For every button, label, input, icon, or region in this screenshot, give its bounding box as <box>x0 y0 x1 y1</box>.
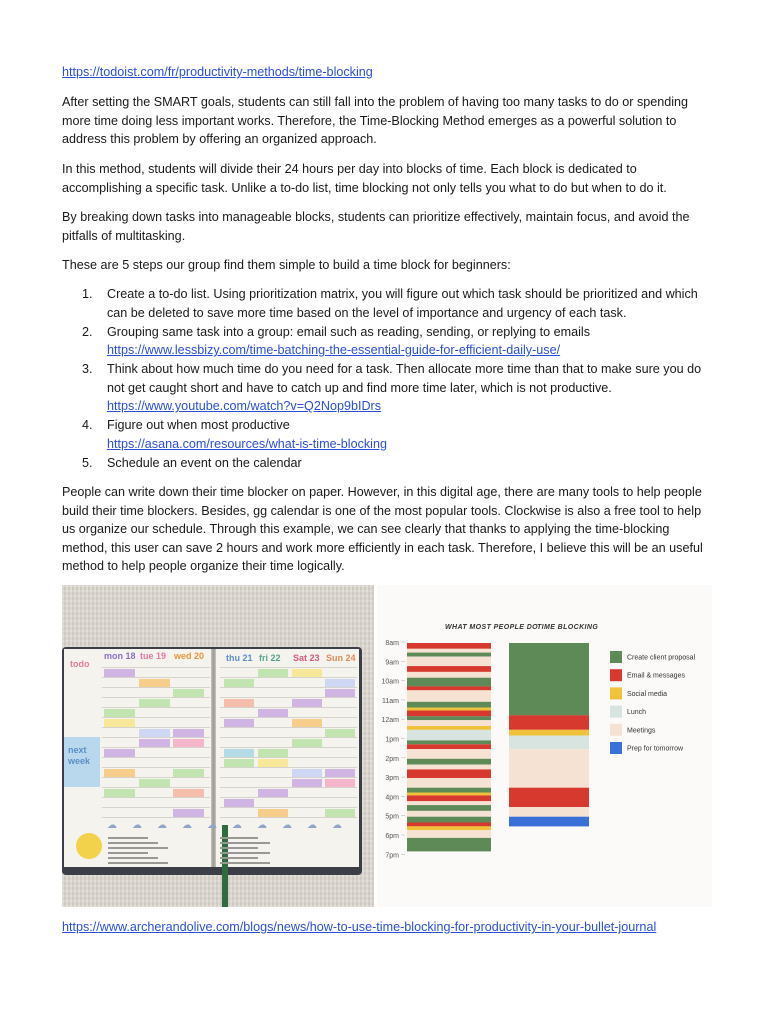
step-item <box>62 454 712 473</box>
journal-colored-block <box>139 779 170 787</box>
journal-grid-line <box>102 697 210 698</box>
chart-time-block <box>407 811 491 817</box>
journal-colored-block <box>173 689 204 697</box>
step-number: 5. <box>82 455 93 470</box>
journal-colored-block <box>104 719 135 727</box>
journal-colored-block <box>173 729 204 737</box>
chart-legend-swatch <box>610 724 622 736</box>
chart-column-title-right: TIME BLOCKING <box>537 624 599 631</box>
journal-colored-block <box>325 779 355 787</box>
step-item <box>62 323 712 360</box>
journal-colored-block <box>325 769 355 777</box>
todoist-link[interactable]: https://todoist.com/fr/productivity-methods/time-blocking <box>62 65 373 79</box>
chart-time-block <box>407 793 491 796</box>
sun-doodle <box>76 833 102 859</box>
asana-link[interactable]: https://asana.com/resources/what-is-time-blocking <box>107 436 387 451</box>
journal-colored-block <box>104 769 135 777</box>
journal-handwriting <box>220 852 270 854</box>
journal-handwriting <box>220 857 258 859</box>
chart-time-block <box>407 686 491 690</box>
journal-grid-line <box>220 727 357 728</box>
journal-colored-block <box>258 759 288 767</box>
journal-grid-line <box>102 727 210 728</box>
time-blocking-chart <box>377 585 712 907</box>
journal-cloud-doodle: ☁ <box>132 820 142 831</box>
chart-time-block <box>509 749 589 788</box>
journal-grid-line <box>220 757 357 758</box>
journal-colored-block <box>258 669 288 677</box>
journal-colored-block <box>139 679 170 687</box>
step-text: Schedule an event on the calendar <box>107 455 302 470</box>
chart-time-label: 11am <box>382 697 399 705</box>
journal-colored-block <box>104 709 135 717</box>
chart-time-block <box>509 788 589 807</box>
chart-column-title-left: WHAT MOST PEOPLE DO <box>445 624 539 631</box>
paragraph-intro: After setting the SMART goals, students can still fall into the problem of having too many tasks to do or spending more time doing less important works. Therefore, the Time-Blocking Method emerges as a powerful solution to address this problem by offering an organized approach. <box>62 95 689 146</box>
chart-legend-swatch <box>610 651 622 663</box>
journal-grid-line <box>220 677 357 678</box>
chart-time-block <box>407 649 491 653</box>
step-number: 4. <box>82 418 93 432</box>
step-text: Think about how much time do you need for a task. Then allocate more time than that to make sure you do not get caught short and have to catch up and find more time later, which is not productive. <box>107 362 702 395</box>
journal-handwriting <box>108 837 148 839</box>
journal-grid-line <box>102 707 210 708</box>
paragraph-steps-intro: These are 5 steps our group find them simple to build a time block for beginners: <box>62 258 511 272</box>
journal-colored-block <box>325 679 355 687</box>
journal-day-header: Sun 24 <box>326 653 356 663</box>
steps-list <box>62 285 712 473</box>
chart-time-block <box>407 657 491 667</box>
journal-colored-block <box>139 739 170 747</box>
chart-time-block <box>407 702 491 708</box>
journal-grid-line <box>220 687 357 688</box>
journal-cloud-doodle: ☁ <box>232 820 242 831</box>
step-item <box>62 416 712 453</box>
chart-time-block <box>407 666 491 672</box>
chart-legend-label: Create client proposal <box>627 654 696 662</box>
journal-colored-block <box>139 699 170 707</box>
chart-time-block <box>407 830 491 838</box>
journal-handwriting <box>220 847 258 849</box>
chart-time-block <box>407 726 491 730</box>
archerandolive-link[interactable]: https://www.archerandolive.com/blogs/news/how-to-use-time-blocking-for-productivity-in-your-bullet-journal <box>62 920 657 934</box>
chart-time-block <box>407 788 491 793</box>
journal-grid-line <box>220 747 357 748</box>
journal-grid-line <box>220 717 357 718</box>
journal-next-week-label: next week <box>68 745 91 766</box>
journal-colored-block <box>258 809 288 817</box>
journal-cloud-doodle: ☁ <box>307 820 317 831</box>
chart-time-block <box>407 716 491 720</box>
journal-grid-line <box>220 777 357 778</box>
journal-cloud-doodle: ☁ <box>157 820 167 831</box>
journal-todo-label: todo <box>70 659 90 669</box>
chart-time-block <box>407 678 491 687</box>
journal-colored-block <box>292 739 322 747</box>
step-text: Figure out when most productive <box>107 418 290 432</box>
chart-legend-label: Prep for tomorrow <box>627 745 684 753</box>
journal-handwriting <box>220 862 270 864</box>
journal-grid-line <box>102 737 210 738</box>
journal-cloud-doodle: ☁ <box>107 820 117 831</box>
chart-blocks-time-blocking <box>509 643 589 826</box>
chart-time-block <box>407 744 491 749</box>
journal-grid-line <box>102 797 210 798</box>
journal-cloud-doodle: ☁ <box>332 820 342 831</box>
journal-colored-block <box>173 769 204 777</box>
chart-time-block <box>509 736 589 750</box>
chart-time-label: 12am <box>381 717 399 725</box>
chart-time-block <box>407 823 491 827</box>
chart-time-block <box>407 801 491 805</box>
journal-grid-line <box>102 747 210 748</box>
journal-colored-block <box>173 789 204 797</box>
chart-time-label: 1pm <box>385 736 399 744</box>
chart-time-block <box>407 720 491 726</box>
journal-grid-line <box>102 777 210 778</box>
journal-colored-block <box>292 769 322 777</box>
paragraph-tools: People can write down their time blocker on paper. However, in this digital age, there are many tools to help people build their time blockers. Besides, gg calendar is one of the most popular tools. Clockwise is also a free tool to help us organize our schedule. Through this example, we can see clearly that thanks to applying the time-blocking method, this user can save 2 hours and work more efficiently in each task. Therefore, I believe this will be an useful method to help people organize their time logically. <box>62 485 703 573</box>
journal-colored-block <box>224 749 254 757</box>
chart-time-block <box>407 769 491 778</box>
journal-day-header: tue 19 <box>140 651 167 661</box>
lessbizy-link[interactable]: https://www.lessbizy.com/time-batching-the-essential-guide-for-efficient-daily-use/ <box>107 343 561 357</box>
journal-colored-block <box>104 669 135 677</box>
journal-colored-block <box>173 739 204 747</box>
journal-grid-line <box>220 797 357 798</box>
journal-colored-block <box>224 759 254 767</box>
chart-legend-label: Email & messages <box>627 672 685 680</box>
journal-grid-line <box>220 697 357 698</box>
chart-time-block <box>407 795 491 801</box>
journal-colored-block <box>325 809 355 817</box>
chart-time-block <box>407 838 491 852</box>
chart-time-label: 6pm <box>385 833 399 840</box>
journal-colored-block <box>258 749 288 757</box>
journal-grid-line <box>220 787 357 788</box>
journal-handwriting <box>108 852 148 854</box>
chart-time-block <box>509 730 589 736</box>
journal-grid-line <box>220 667 357 668</box>
step-number: 3. <box>82 362 93 376</box>
journal-colored-block <box>224 799 254 807</box>
journal-cloud-doodle: ☁ <box>282 820 292 831</box>
chart-time-label: 7pm <box>385 852 399 860</box>
chart-legend-label: Lunch <box>627 709 647 717</box>
journal-grid-line <box>102 667 210 668</box>
chart-time-block <box>407 711 491 717</box>
journal-grid-line <box>102 807 210 808</box>
chart-legend-label: Meetings <box>627 727 656 735</box>
chart-legend-swatch <box>610 687 622 699</box>
chart-time-block <box>407 672 491 678</box>
journal-colored-block <box>325 689 355 697</box>
chart-time-block <box>509 807 589 817</box>
chart-time-block <box>407 817 491 823</box>
journal-grid-line <box>102 687 210 688</box>
chart-legend-swatch <box>610 669 622 681</box>
chart-time-label: 4pm <box>385 794 399 802</box>
chart-time-block <box>407 826 491 830</box>
chart-time-block <box>407 730 491 741</box>
journal-cloud-doodle: ☁ <box>182 820 192 831</box>
journal-grid-line <box>102 757 210 758</box>
journal-grid-line <box>102 817 210 818</box>
journal-colored-block <box>292 719 322 727</box>
chart-time-label: 9am <box>385 659 399 667</box>
chart-time-block <box>407 643 491 649</box>
journal-colored-block <box>173 809 204 817</box>
chart-time-label: 5pm <box>385 813 399 821</box>
chart-time-label: 2pm <box>385 755 399 763</box>
step-item <box>62 360 712 416</box>
journal-handwriting <box>220 842 270 844</box>
bullet-journal-photo <box>62 585 374 907</box>
step-number: 2. <box>82 324 93 339</box>
journal-cloud-doodle: ☁ <box>207 820 217 831</box>
journal-handwriting <box>108 862 168 864</box>
paragraph-method: In this method, students will divide their 24 hours per day into blocks of time. Each block is dedicated to accomplishing a specific task. Unlike a to-do list, time blocking not only tells you what to do but when to do it. <box>62 162 667 195</box>
paragraph-benefits: By breaking down tasks into manageable blocks, students can prioritize effectively, maintain focus, and avoid the pitfalls of multitasking. <box>62 210 690 243</box>
chart-time-label: 10am <box>381 678 399 686</box>
journal-grid-line <box>102 787 210 788</box>
chart-legend-label: Social media <box>627 690 668 698</box>
journal-grid-line <box>220 807 357 808</box>
step-text: Grouping same task into a group: email such as reading, sending, or replying to emails <box>107 324 591 339</box>
journal-handwriting <box>220 837 258 839</box>
journal-grid-line <box>220 707 357 708</box>
journal-colored-block <box>258 709 288 717</box>
step-text: Create a to-do list. Using prioritization matrix, you will figure out which task should be prioritized and which can be deleted to save more time based on the level of importance and urgency of each task. <box>107 287 698 320</box>
chart-time-block <box>407 708 491 711</box>
journal-grid-line <box>220 767 357 768</box>
journal-colored-block <box>224 679 254 687</box>
chart-blocks-most-people <box>407 643 491 851</box>
journal-handwriting <box>108 847 168 849</box>
youtube-link[interactable]: https://www.youtube.com/watch?v=Q2Nop9bIDrs <box>107 399 382 413</box>
journal-colored-block <box>224 719 254 727</box>
chart-legend <box>610 651 696 754</box>
journal-day-header: fri 22 <box>259 653 281 663</box>
journal-day-header: mon 18 <box>104 651 136 661</box>
journal-grid-line <box>102 767 210 768</box>
journal-colored-block <box>325 729 355 737</box>
journal-day-header: thu 21 <box>226 653 253 663</box>
journal-cloud-doodle: ☁ <box>257 820 267 831</box>
journal-colored-block <box>292 699 322 707</box>
step-item <box>62 285 712 322</box>
chart-legend-swatch <box>610 742 622 754</box>
journal-handwriting <box>108 857 158 859</box>
journal-day-header: Sat 23 <box>293 653 320 663</box>
chart-time-label: 3pm <box>385 775 399 783</box>
journal-colored-block <box>224 699 254 707</box>
chart-time-block <box>509 643 589 715</box>
journal-colored-block <box>139 729 170 737</box>
chart-time-block <box>407 749 491 759</box>
journal-colored-block <box>292 669 322 677</box>
chart-time-block <box>407 653 491 657</box>
journal-colored-block <box>292 779 322 787</box>
chart-legend-swatch <box>610 706 622 718</box>
chart-time-block <box>407 759 491 765</box>
chart-time-block <box>407 690 491 702</box>
journal-day-header: wed 20 <box>174 651 205 661</box>
chart-time-block <box>407 805 491 811</box>
chart-time-label: 8am <box>385 640 399 647</box>
journal-grid-line <box>102 717 210 718</box>
chart-time-block <box>407 778 491 788</box>
step-number: 1. <box>82 287 93 301</box>
chart-time-axis <box>381 640 405 859</box>
journal-colored-block <box>104 789 135 797</box>
journal-colored-block <box>258 789 288 797</box>
chart-time-block <box>509 715 589 730</box>
journal-colored-block <box>104 749 135 757</box>
chart-time-block <box>407 740 491 744</box>
journal-grid-line <box>220 737 357 738</box>
journal-handwriting <box>108 842 158 844</box>
chart-time-block <box>407 765 491 770</box>
chart-time-block <box>509 817 589 827</box>
journal-grid-line <box>102 677 210 678</box>
